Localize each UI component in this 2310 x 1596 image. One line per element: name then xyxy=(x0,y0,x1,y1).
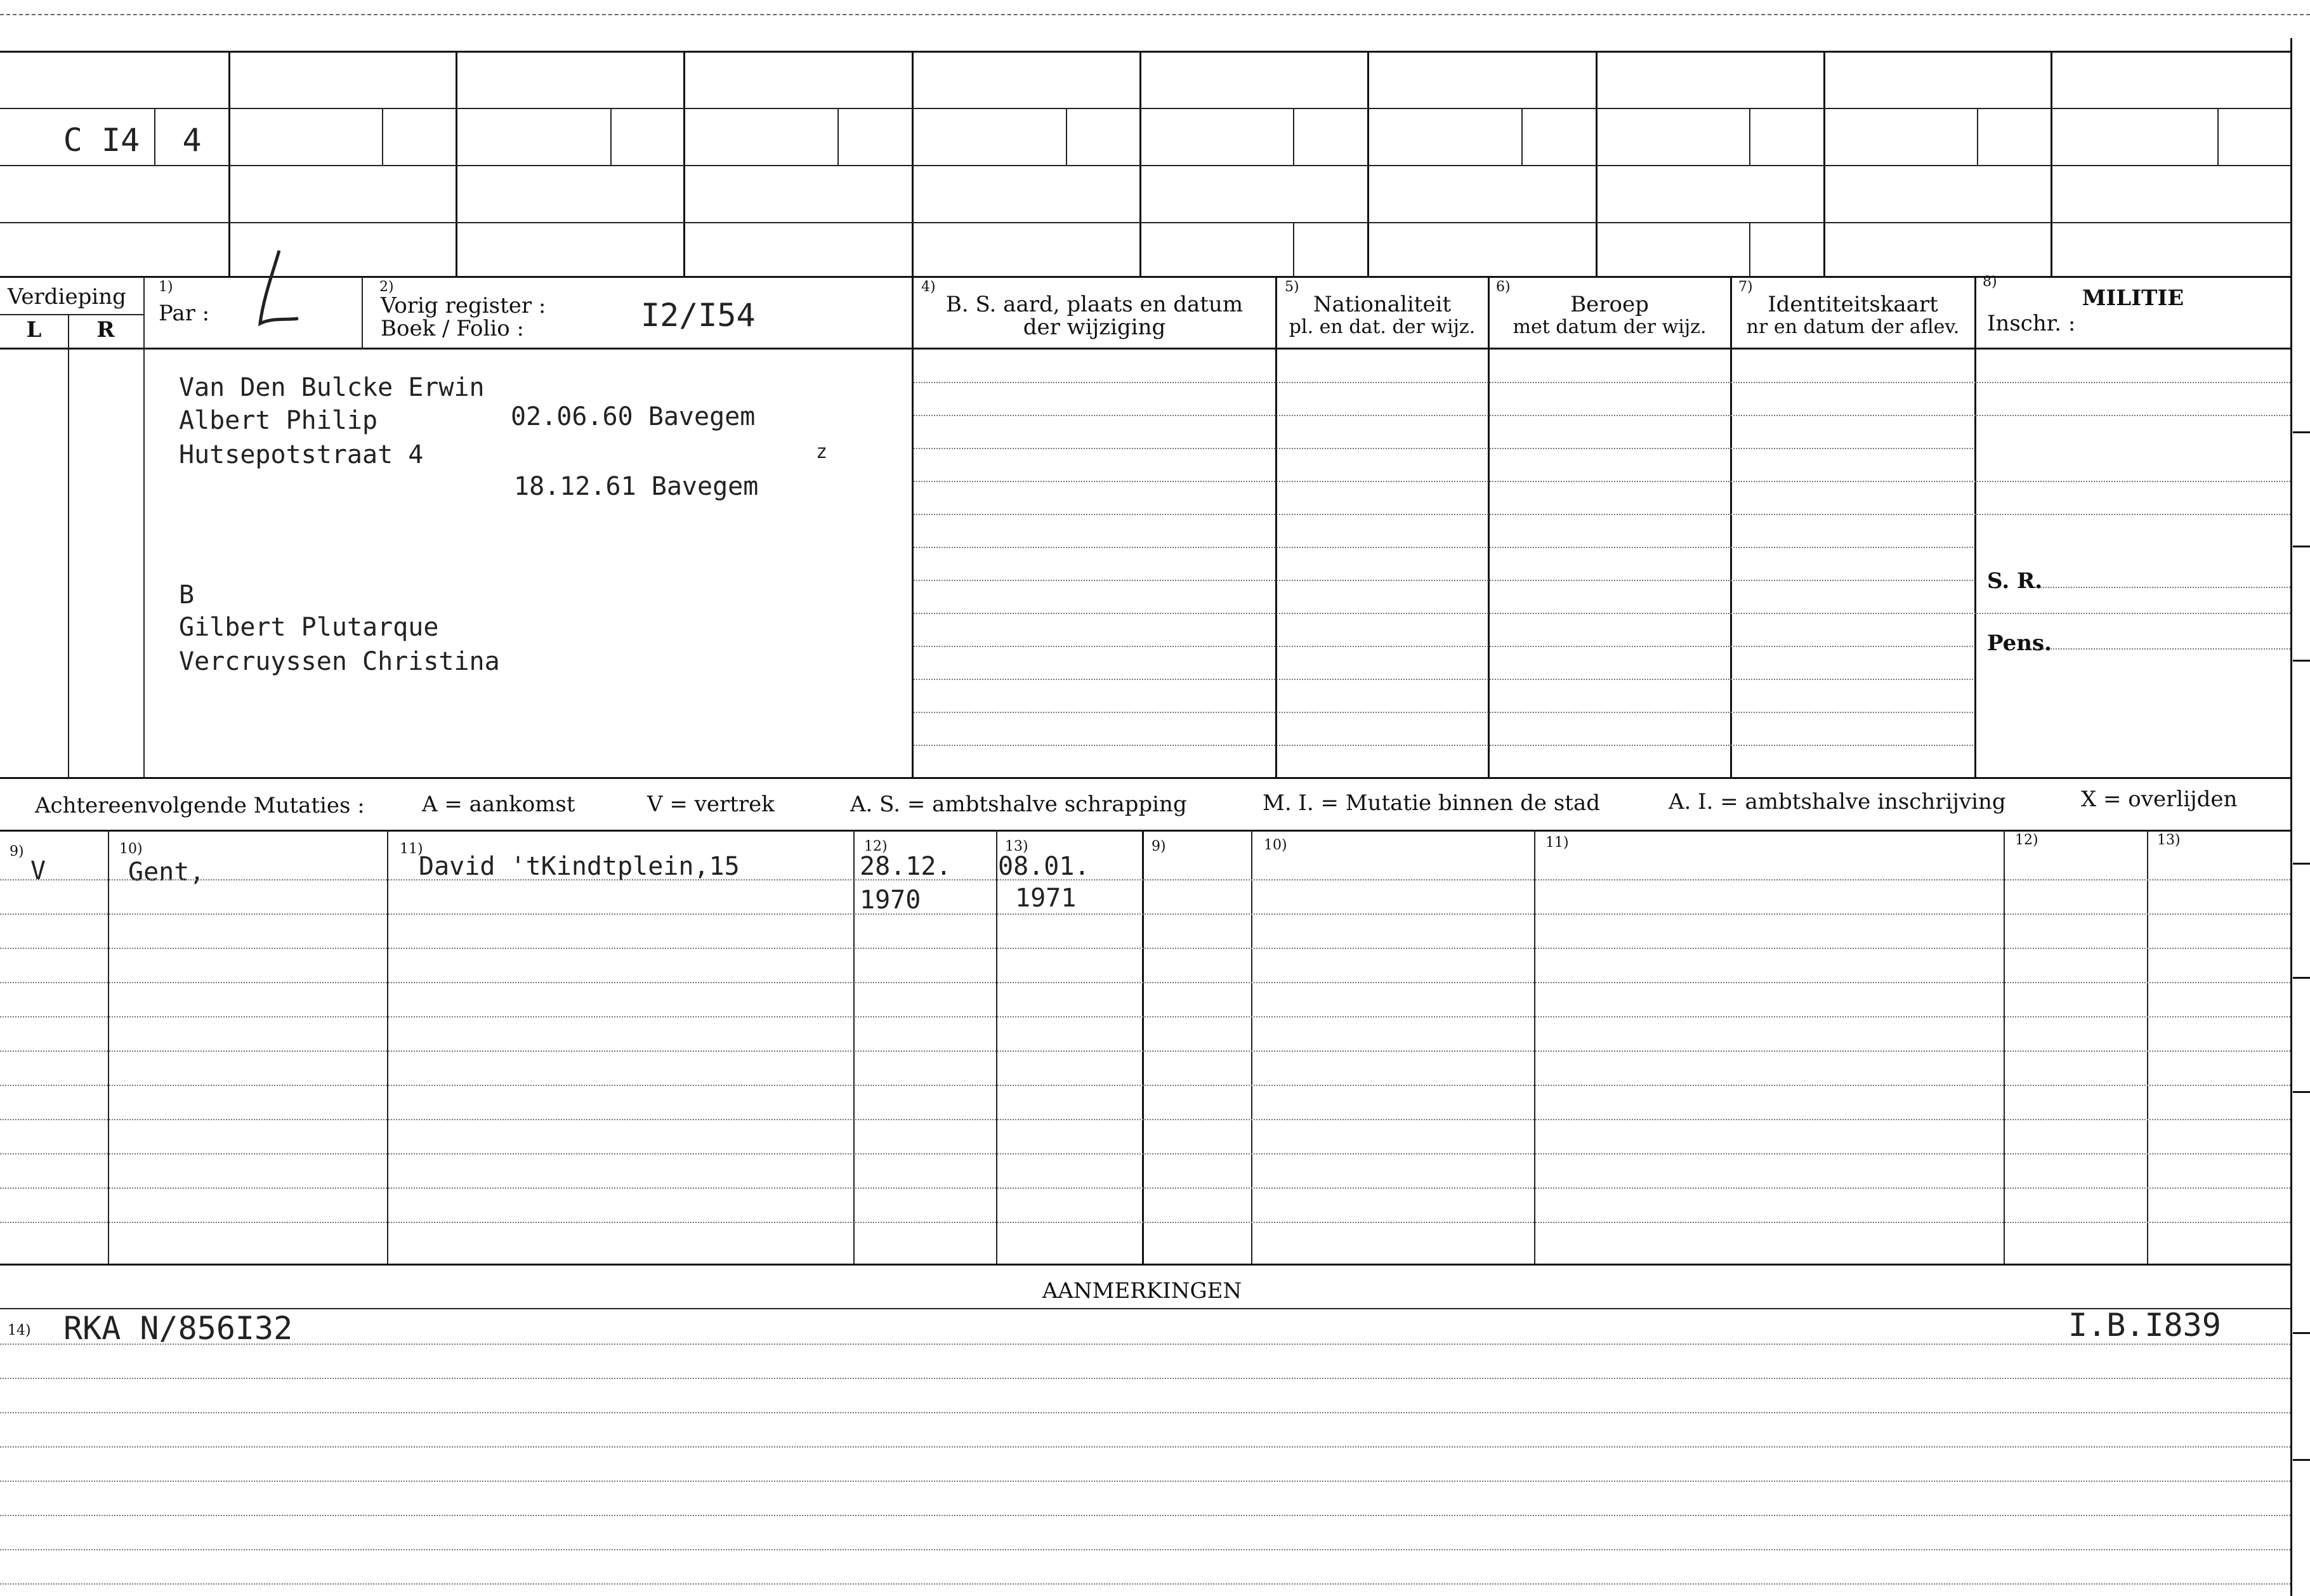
mutation-date13-year: 1971 xyxy=(1015,884,1077,913)
legend-title: Achtereenvolgende Mutaties : xyxy=(35,793,365,818)
mutation-address: David 'tKindtplein,15 xyxy=(419,852,740,881)
inschr-label: Inschr. : xyxy=(1987,311,2076,336)
boek-folio-label: Boek / Folio : xyxy=(381,316,524,341)
right-border xyxy=(2290,38,2292,1596)
par-label: Par : xyxy=(159,301,210,326)
margin-mark: z xyxy=(816,441,828,463)
register-code: C I4 xyxy=(63,122,140,159)
mutation-place: Gent, xyxy=(128,858,205,887)
col8-number: 8) xyxy=(1983,274,1997,290)
person-birth: 02.06.60 Bavegem xyxy=(511,402,756,431)
mutation-type: V xyxy=(30,856,46,886)
mut-col-number: 11) xyxy=(1545,835,1569,851)
verdieping-label: Verdieping xyxy=(8,284,126,310)
mut-col-number: 10) xyxy=(1264,837,1287,853)
person-first-names: Albert Philip xyxy=(179,406,378,435)
col6-number: 6) xyxy=(1496,279,1511,295)
mut-col-number: 11) xyxy=(400,841,423,857)
pens-label: Pens. xyxy=(1987,631,2052,656)
legend-a: A = aankomst xyxy=(422,792,575,817)
legend-top-rule xyxy=(0,777,2290,779)
person-address: Hutsepotstraat 4 xyxy=(179,440,424,469)
remarks-reference: I.B.I839 xyxy=(2068,1307,2221,1344)
legend-ai: A. I. = ambtshalve inschrijving xyxy=(1669,789,2006,814)
militie-title: MILITIE xyxy=(2082,285,2184,311)
mut-col-number: 13) xyxy=(2157,832,2181,848)
header-top-rule xyxy=(0,276,2290,278)
legend-mi: M. I. = Mutatie binnen de stad xyxy=(1263,790,1600,816)
vorig-number: 2) xyxy=(379,279,394,295)
mut-col-number: 10) xyxy=(119,841,143,857)
col4-title: B. S. aard, plaats en datum xyxy=(945,292,1244,317)
mut-col-number: 12) xyxy=(864,839,888,854)
col6-title: Beroep xyxy=(1570,292,1649,317)
col7-subtitle: nr en datum der aflev. xyxy=(1746,316,1960,338)
mutation-date13-day: 08.01. xyxy=(998,852,1090,881)
register-number: 4 xyxy=(182,122,202,159)
col5-subtitle: pl. en dat. der wijz. xyxy=(1289,316,1476,338)
mut-col-number: 9) xyxy=(1152,839,1166,854)
mut-col-number: 9) xyxy=(10,844,24,860)
legend-as: A. S. = ambtshalve schrapping xyxy=(850,792,1187,817)
remarks-title: AANMERKINGEN xyxy=(1042,1278,1242,1304)
top-grid-top-rule xyxy=(0,51,2290,53)
header-bottom-rule xyxy=(0,348,2290,350)
mutations-top-rule xyxy=(0,830,2290,832)
col4-subtitle: der wijziging xyxy=(1023,315,1166,340)
mutation-date12-day: 28.12. xyxy=(860,852,952,881)
person-mother: Vercruyssen Christina xyxy=(179,647,500,676)
l-label: L xyxy=(26,317,42,343)
remarks-text: RKA N/856I32 xyxy=(63,1310,293,1347)
col7-number: 7) xyxy=(1738,279,1753,295)
remarks-number: 14) xyxy=(8,1323,31,1338)
col5-number: 5) xyxy=(1285,279,1299,295)
legend-v: V = vertrek xyxy=(647,792,775,817)
col6-subtitle: met datum der wijz. xyxy=(1513,316,1707,338)
mutations-bottom-rule xyxy=(0,1264,2290,1266)
person-name: Van Den Bulcke Erwin xyxy=(179,373,485,402)
person-letter: B xyxy=(179,580,195,610)
vorig-register-label: Vorig register : xyxy=(381,293,546,318)
col7-title: Identiteitskaart xyxy=(1768,292,1938,317)
person-father: Gilbert Plutarque xyxy=(179,613,439,642)
par-number: 1) xyxy=(159,279,173,295)
sr-label: S. R. xyxy=(1987,568,2043,594)
person-date: 18.12.61 Bavegem xyxy=(514,472,759,501)
r-label: R xyxy=(96,317,115,343)
mut-col-number: 13) xyxy=(1005,839,1028,854)
mut-col-number: 12) xyxy=(2015,832,2038,848)
remarks-header-rule xyxy=(0,1308,2290,1309)
legend-x: X = overlijden xyxy=(2081,787,2238,812)
col5-title: Nationaliteit xyxy=(1313,292,1452,317)
col4-number: 4) xyxy=(921,279,936,295)
top-edge-line xyxy=(0,14,2310,15)
boek-folio-value: I2/I54 xyxy=(641,297,756,334)
par-handwritten-mark xyxy=(235,247,311,336)
mutation-date12-year: 1970 xyxy=(860,886,921,915)
